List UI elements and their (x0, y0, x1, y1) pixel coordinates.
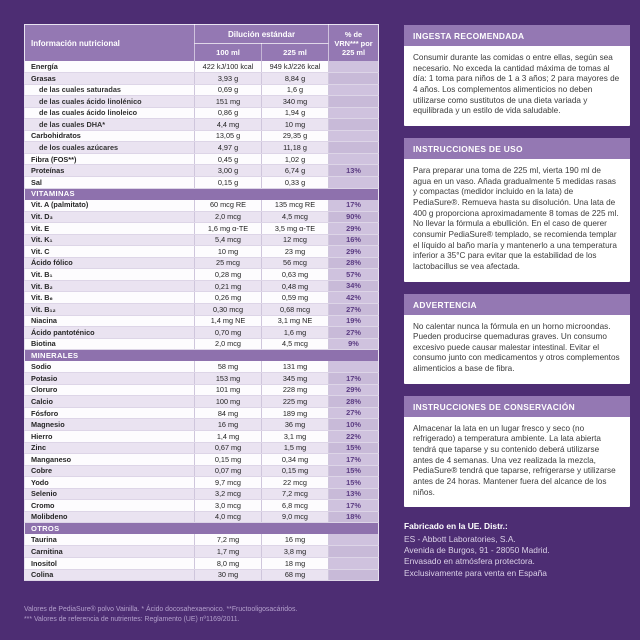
value-225ml: 7,2 mcg (262, 488, 329, 500)
value-225ml: 131 mg (262, 361, 329, 373)
nutrient-label: Cobre (25, 465, 195, 477)
section-header-vitaminas (25, 188, 379, 200)
vrn-percent: 29% (329, 246, 379, 258)
value-100ml: 2,0 mcg (195, 338, 262, 350)
nutrient-row (25, 200, 379, 212)
nutrient-label: Ácido fólico (25, 257, 195, 269)
value-100ml: 101 mg (195, 384, 262, 396)
vrn-percent (329, 142, 379, 154)
value-100ml: 0,86 g (195, 107, 262, 119)
vrn-percent (329, 96, 379, 108)
value-225ml: 189 mg (262, 407, 329, 419)
value-100ml: 0,67 mg (195, 442, 262, 454)
value-225ml: 4,5 mcg (262, 211, 329, 223)
section-header-label: MINERALES (25, 350, 379, 362)
nutrient-row (25, 130, 379, 142)
value-100ml: 4,97 g (195, 142, 262, 154)
value-225ml: 16 mg (262, 534, 329, 546)
nutrient-row (25, 315, 379, 327)
value-225ml: 1,6 mg (262, 327, 329, 339)
vrn-percent: 28% (329, 257, 379, 269)
nutrient-row (25, 223, 379, 235)
vrn-percent (329, 569, 379, 581)
value-225ml: 56 mcg (262, 257, 329, 269)
nutrient-row (25, 442, 379, 454)
nutrient-row (25, 246, 379, 258)
nutrient-label: Vit. B₂ (25, 280, 195, 292)
vrn-percent: 27% (329, 407, 379, 419)
nutrient-label: de las cuales ácido linoleico (25, 107, 195, 119)
table-title: Información nutricional (25, 25, 195, 62)
nutrient-label: Energía (25, 61, 195, 73)
table-body (25, 61, 379, 581)
value-225ml: 23 mg (262, 246, 329, 258)
value-100ml: 3,2 mcg (195, 488, 262, 500)
panel-title: INGESTA RECOMENDADA (404, 25, 630, 46)
value-100ml: 422 kJ/100 kcal (195, 61, 262, 73)
info-panels-column (404, 25, 630, 579)
value-225ml: 6,8 mcg (262, 500, 329, 512)
value-100ml: 3,0 mcg (195, 500, 262, 512)
value-100ml: 3,00 g (195, 165, 262, 177)
vrn-percent: 10% (329, 419, 379, 431)
nutrient-label: Taurina (25, 534, 195, 546)
vrn-percent: 17% (329, 500, 379, 512)
nutrient-row (25, 373, 379, 385)
value-100ml: 4,0 mcg (195, 511, 262, 523)
vrn-percent: 27% (329, 327, 379, 339)
value-225ml: 3,8 mg (262, 546, 329, 558)
nutrient-row (25, 454, 379, 466)
vrn-percent (329, 534, 379, 546)
value-100ml: 0,28 mg (195, 269, 262, 281)
nutrient-row (25, 73, 379, 85)
vrn-percent (329, 153, 379, 165)
value-225ml: 1,5 mg (262, 442, 329, 454)
value-225ml: 0,63 mg (262, 269, 329, 281)
value-225ml: 3,1 mg (262, 431, 329, 443)
nutrient-row (25, 107, 379, 119)
nutrient-label: Colina (25, 569, 195, 581)
nutrient-row (25, 234, 379, 246)
value-100ml: 0,21 mg (195, 280, 262, 292)
nutrient-label: Niacina (25, 315, 195, 327)
nutrient-label: Vit. B₁₂ (25, 303, 195, 315)
distributor-line: Avenida de Burgos, 91 - 28050 Madrid. (404, 545, 550, 556)
panel-advertencia (404, 294, 630, 384)
section-header-minerales (25, 350, 379, 362)
vrn-percent (329, 73, 379, 85)
value-100ml: 100 mg (195, 396, 262, 408)
value-100ml: 1,4 mg NE (195, 315, 262, 327)
value-100ml: 30 mg (195, 569, 262, 581)
panel-title: ADVERTENCIA (404, 294, 630, 315)
panel-instrucciones-de-conservacion (404, 396, 630, 508)
value-225ml: 29,35 g (262, 130, 329, 142)
value-100ml: 3,93 g (195, 73, 262, 85)
distributor-line: Envasado en atmósfera protectora. (404, 556, 535, 567)
nutrient-label: Grasas (25, 73, 195, 85)
footnotes-block (24, 605, 378, 626)
nutrient-row (25, 546, 379, 558)
value-100ml: 10 mg (195, 246, 262, 258)
dilution-header: Dilución estándar (195, 25, 329, 44)
value-100ml: 151 mg (195, 96, 262, 108)
value-100ml: 4,4 mg (195, 119, 262, 131)
nutrient-row (25, 176, 379, 188)
nutrient-label: de los cuales azúcares (25, 142, 195, 154)
nutrient-row (25, 211, 379, 223)
nutrient-row (25, 327, 379, 339)
vrn-percent: 16% (329, 234, 379, 246)
nutrient-label: Cloruro (25, 384, 195, 396)
section-header-otros (25, 523, 379, 535)
vrn-percent: 17% (329, 200, 379, 212)
value-225ml: 18 mg (262, 558, 329, 570)
nutrient-label: de las cuales DHA* (25, 119, 195, 131)
nutrient-label: Sal (25, 176, 195, 188)
vrn-percent: 15% (329, 477, 379, 489)
nutrient-row (25, 407, 379, 419)
value-225ml: 0,33 g (262, 176, 329, 188)
vrn-percent: 13% (329, 488, 379, 500)
nutrient-row (25, 153, 379, 165)
nutrient-label: de las cuales saturadas (25, 84, 195, 96)
nutrient-label: Zinc (25, 442, 195, 454)
value-225ml: 36 mg (262, 419, 329, 431)
nutrient-row (25, 465, 379, 477)
nutrient-label: Carnitina (25, 546, 195, 558)
vrn-percent: 15% (329, 442, 379, 454)
distributor-block (404, 521, 630, 579)
value-100ml: 1,4 mg (195, 431, 262, 443)
nutrient-label: Vit. B₆ (25, 292, 195, 304)
value-225ml: 3,5 mg α-TE (262, 223, 329, 235)
value-225ml: 225 mg (262, 396, 329, 408)
value-100ml: 2,0 mcg (195, 211, 262, 223)
nutrient-label: Magnesio (25, 419, 195, 431)
vrn-percent: 19% (329, 315, 379, 327)
vrn-percent (329, 546, 379, 558)
nutrient-row (25, 558, 379, 570)
value-100ml: 8,0 mg (195, 558, 262, 570)
nutrient-label: Hierro (25, 431, 195, 443)
column-header-225ml: 225 ml (262, 44, 329, 62)
vrn-column-header: % de VRN*** por 225 ml (329, 25, 379, 62)
nutrient-row (25, 431, 379, 443)
value-100ml: 1,7 mg (195, 546, 262, 558)
nutrient-row (25, 280, 379, 292)
vrn-percent (329, 130, 379, 142)
value-100ml: 0,69 g (195, 84, 262, 96)
value-225ml: 22 mcg (262, 477, 329, 489)
value-225ml: 949 kJ/226 kcal (262, 61, 329, 73)
value-100ml: 84 mg (195, 407, 262, 419)
nutrient-row (25, 488, 379, 500)
panel-body-text: Almacenar la lata en un lugar fresco y seco (no refrigerado) a temperatura ambiente. La lata abierta tendrá que taparse y su contenido deberá utilizarse antes de 4 semanas. Una vez realizada la mezcla, PediaSure® tendrá que taparse, refrigerarse y utilizarse antes de 24 horas. Mantener fuera del alcance de los niños. (413, 423, 616, 497)
value-225ml: 345 mg (262, 373, 329, 385)
footnote-line-2: *** Valores de referencia de nutrientes: Reglamento (UE) nº1169/2011. (24, 616, 240, 624)
vrn-percent: 28% (329, 396, 379, 408)
vrn-percent: 90% (329, 211, 379, 223)
value-100ml: 0,26 mg (195, 292, 262, 304)
value-225ml: 1,94 g (262, 107, 329, 119)
nutrient-row (25, 303, 379, 315)
vrn-percent: 18% (329, 511, 379, 523)
panel-body-text: Consumir durante las comidas o entre ellas, según sea necesario. No exceda la cantidad máxima de tomas al día: 1 toma para niños de 1 a 3 años; 2 para mayores de 4 años. Los complementos alimenticios no deben utilizarse como sustitutos de una dieta variada y equilibrada y un estilo de vida saludable. (413, 53, 620, 116)
nutrient-row (25, 396, 379, 408)
vrn-percent (329, 119, 379, 131)
value-225ml: 135 mcg RE (262, 200, 329, 212)
value-100ml: 25 mcg (195, 257, 262, 269)
nutrient-label: Fibra (FOS**) (25, 153, 195, 165)
value-225ml: 1,02 g (262, 153, 329, 165)
nutrient-row (25, 292, 379, 304)
nutrient-label: Potasio (25, 373, 195, 385)
vrn-percent: 22% (329, 431, 379, 443)
nutrient-label: Manganeso (25, 454, 195, 466)
value-100ml: 16 mg (195, 419, 262, 431)
vrn-percent: 15% (329, 465, 379, 477)
value-225ml: 10 mg (262, 119, 329, 131)
vrn-percent (329, 107, 379, 119)
nutrient-row (25, 269, 379, 281)
vrn-percent: 34% (329, 280, 379, 292)
vrn-percent (329, 361, 379, 373)
nutrient-row (25, 165, 379, 177)
value-100ml: 60 mcg RE (195, 200, 262, 212)
value-225ml: 0,48 mg (262, 280, 329, 292)
vrn-percent: 27% (329, 303, 379, 315)
value-100ml: 0,07 mg (195, 465, 262, 477)
nutrient-label: Ácido pantoténico (25, 327, 195, 339)
value-100ml: 1,6 mg α-TE (195, 223, 262, 235)
value-225ml: 3,1 mg NE (262, 315, 329, 327)
panel-ingesta-recomendada (404, 25, 630, 126)
value-225ml: 12 mcg (262, 234, 329, 246)
value-100ml: 13,05 g (195, 130, 262, 142)
vrn-percent (329, 176, 379, 188)
value-225ml: 0,15 mg (262, 465, 329, 477)
value-225ml: 340 mg (262, 96, 329, 108)
nutrient-row (25, 257, 379, 269)
value-225ml: 11,18 g (262, 142, 329, 154)
panel-instrucciones-de-uso (404, 138, 630, 282)
vrn-percent (329, 558, 379, 570)
value-100ml: 0,70 mg (195, 327, 262, 339)
value-100ml: 153 mg (195, 373, 262, 385)
nutrient-label: Calcio (25, 396, 195, 408)
panel-title: INSTRUCCIONES DE CONSERVACIÓN (404, 396, 630, 417)
value-100ml: 5,4 mcg (195, 234, 262, 246)
nutrient-row (25, 361, 379, 373)
nutrient-row (25, 419, 379, 431)
value-225ml: 6,74 g (262, 165, 329, 177)
section-header-label: VITAMINAS (25, 188, 379, 200)
vrn-percent: 42% (329, 292, 379, 304)
nutrient-label: Vit. K₁ (25, 234, 195, 246)
distributor-title: Fabricado en la UE. Distr.: (404, 521, 508, 532)
table-header (25, 25, 379, 62)
nutrient-row (25, 384, 379, 396)
nutrient-label: Vit. B₁ (25, 269, 195, 281)
nutrient-row (25, 119, 379, 131)
nutrient-row (25, 61, 379, 73)
nutrient-label: Molibdeno (25, 511, 195, 523)
vrn-percent: 17% (329, 454, 379, 466)
nutrient-row (25, 511, 379, 523)
nutrient-label: Yodo (25, 477, 195, 489)
nutrient-row (25, 338, 379, 350)
nutrient-label: Vit. D₃ (25, 211, 195, 223)
vrn-percent: 29% (329, 384, 379, 396)
value-100ml: 58 mg (195, 361, 262, 373)
nutrient-row (25, 477, 379, 489)
value-100ml: 0,30 mcg (195, 303, 262, 315)
nutrient-label: Inositol (25, 558, 195, 570)
value-225ml: 228 mg (262, 384, 329, 396)
nutrient-row (25, 84, 379, 96)
section-header-label: OTROS (25, 523, 379, 535)
nutrition-table-area (24, 24, 378, 626)
vrn-percent (329, 61, 379, 73)
vrn-percent (329, 84, 379, 96)
column-header-100ml: 100 ml (195, 44, 262, 62)
value-100ml: 7,2 mg (195, 534, 262, 546)
nutrient-row (25, 500, 379, 512)
panel-body-text: Para preparar una toma de 225 ml, vierta 190 ml de agua en un vaso. Añada gradualmente 5 medidas rasas y compactas (medidor incluido en la lata) de PediaSure®. Remueva hasta su disolución. Una lata de 400 g proporciona aproximadamente 8 tomas de 225 ml. No llevar la fórmula a ebullición. En el caso de querer consumir PediaSure® templado, se recomienda templar el líquido al baño maría y mantenerlo a una temperatura inferior a 35°C para evitar que la estabilidad de los lactobacillus se vea afectada. (413, 165, 619, 271)
nutrient-row (25, 569, 379, 581)
value-225ml: 0,59 mg (262, 292, 329, 304)
value-225ml: 1,6 g (262, 84, 329, 96)
vrn-percent: 57% (329, 269, 379, 281)
value-225ml: 8,84 g (262, 73, 329, 85)
nutrient-label: de las cuales ácido linolénico (25, 96, 195, 108)
value-100ml: 0,15 mg (195, 454, 262, 466)
panel-title: INSTRUCCIONES DE USO (404, 138, 630, 159)
value-100ml: 9,7 mcg (195, 477, 262, 489)
value-225ml: 68 mg (262, 569, 329, 581)
value-225ml: 0,68 mcg (262, 303, 329, 315)
nutrient-row (25, 96, 379, 108)
nutrient-label: Selenio (25, 488, 195, 500)
vrn-percent: 13% (329, 165, 379, 177)
nutrient-label: Vit. A (palmitato) (25, 200, 195, 212)
vrn-percent: 17% (329, 373, 379, 385)
nutrient-label: Sodio (25, 361, 195, 373)
vrn-percent: 29% (329, 223, 379, 235)
value-225ml: 4,5 mcg (262, 338, 329, 350)
value-225ml: 0,34 mg (262, 454, 329, 466)
footnote-line-1: Valores de PediaSure® polvo Vainilla. * Ácido docosahexaenoico. **Fructooligosacáridos. (24, 606, 298, 614)
nutrient-row (25, 142, 379, 154)
nutrition-facts-table (24, 24, 379, 581)
nutrient-row (25, 534, 379, 546)
distributor-line: Exclusivamente para venta en España (404, 567, 547, 578)
value-225ml: 9,0 mcg (262, 511, 329, 523)
nutrient-label: Fósforo (25, 407, 195, 419)
nutrient-label: Cromo (25, 500, 195, 512)
nutrient-label: Proteínas (25, 165, 195, 177)
distributor-line: ES - Abbott Laboratories, S.A. (404, 533, 516, 544)
nutrient-label: Carbohidratos (25, 130, 195, 142)
value-100ml: 0,15 g (195, 176, 262, 188)
value-100ml: 0,45 g (195, 153, 262, 165)
nutrient-label: Biotina (25, 338, 195, 350)
nutrient-label: Vit. C (25, 246, 195, 258)
nutrient-label: Vit. E (25, 223, 195, 235)
panel-body-text: No calentar nunca la fórmula en un horno microondas. Pueden producirse quemaduras graves. Un consumo excesivo puede causar malestar intestinal. Evitar el consumo junto con medicamentos y otros complementos alimenticios a base de fibra. (413, 321, 620, 374)
vrn-percent: 9% (329, 338, 379, 350)
